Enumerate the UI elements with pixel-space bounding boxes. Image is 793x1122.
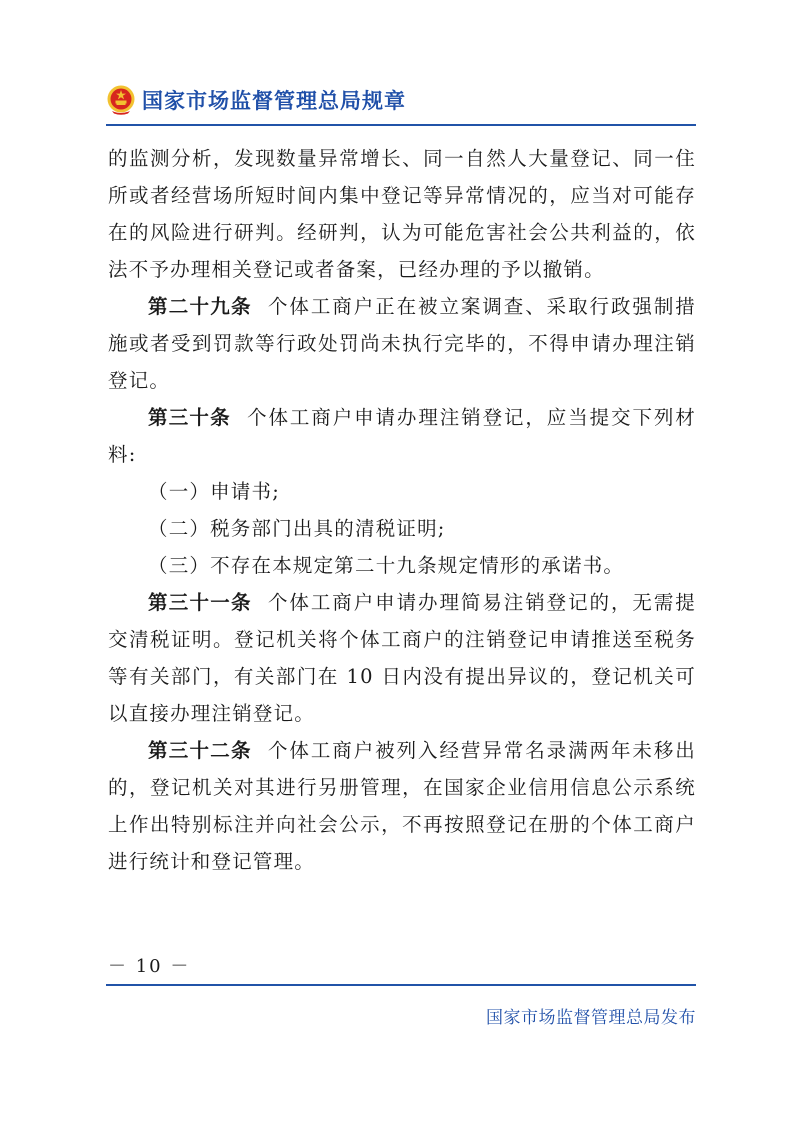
article-30-label: 第三十条	[148, 406, 231, 429]
article-29-label: 第二十九条	[148, 295, 252, 318]
article-32-label: 第三十二条	[148, 739, 252, 762]
article-31	[108, 584, 696, 732]
page-header	[106, 76, 696, 124]
article-30	[108, 399, 696, 473]
article-30-text: 个体工商户申请办理注销登记，应当提交下列材料:	[108, 406, 696, 466]
footer-divider	[106, 984, 696, 986]
header-title: 国家市场监督管理总局规章	[142, 89, 406, 113]
continuation-paragraph: 的监测分析，发现数量异常增长、同一自然人大量登记、同一住所或者经营场所短时间内集中登记等异常情况的，应当对可能存在的风险进行研判。经研判，认为可能危害社会公共利益的，依法不予办理相关登记或者备案，已经办理的予以撤销。	[108, 147, 696, 281]
footer-publisher: 国家市场监督管理总局发布	[486, 1008, 696, 1028]
article-29	[108, 288, 696, 399]
page-number: － 10 －	[108, 956, 191, 977]
article-32-text: 个体工商户被列入经营异常名录满两年未移出的，登记机关对其进行另册管理，在国家企业信用信息公示系统上作出特别标注并向社会公示，不再按照登记在册的个体工商户进行统计和登记管理。	[108, 739, 696, 873]
article-32	[108, 732, 696, 880]
article-31-label: 第三十一条	[148, 591, 252, 614]
header-divider	[106, 124, 696, 126]
national-emblem-icon	[106, 84, 136, 116]
article-30-item: （二）税务部门出具的清税证明;	[148, 517, 446, 540]
article-31-text: 个体工商户申请办理简易注销登记的，无需提交清税证明。登记机关将个体工商户的注销登记申请推送至税务等有关部门，有关部门在 10 日内没有提出异议的，登记机关可以直接办理注销登记。	[108, 591, 696, 725]
article-29-text: 个体工商户正在被立案调查、采取行政强制措施或者受到罚款等行政处罚尚未执行完毕的，不得申请办理注销登记。	[108, 295, 696, 392]
article-30-item: （一）申请书;	[148, 480, 280, 503]
document-body	[108, 140, 696, 880]
article-30-item: （三）不存在本规定第二十九条规定情形的承诺书。	[148, 554, 625, 577]
